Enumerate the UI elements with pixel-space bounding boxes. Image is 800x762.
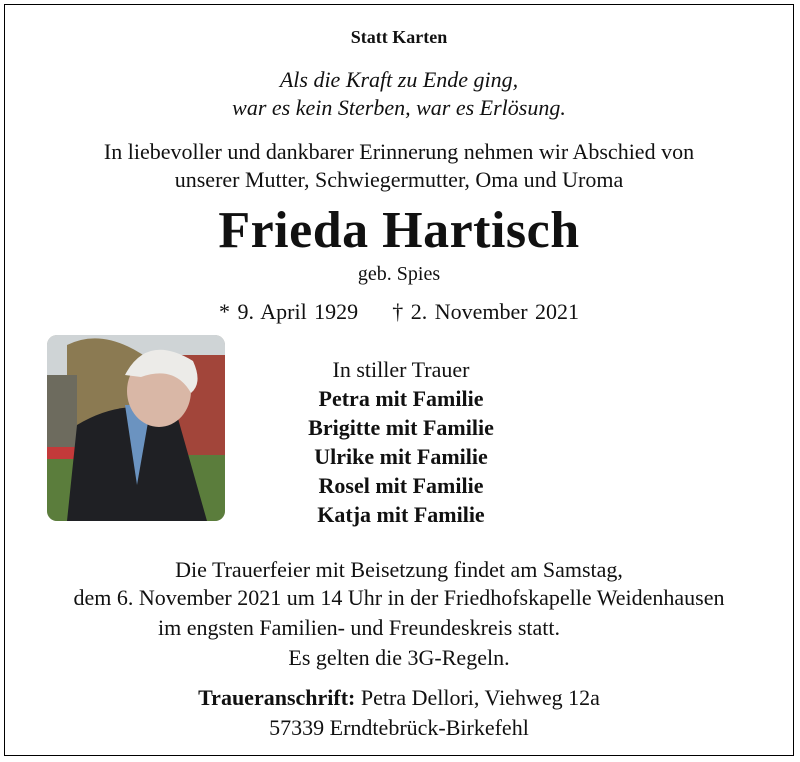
obituary-notice: [4, 4, 794, 756]
mourner-family: Brigitte mit Familie: [308, 415, 494, 440]
funeral-line-2: dem 6. November 2021 um 14 Uhr in der Friedhofskapelle Weidenhausen: [73, 585, 725, 610]
mourners-list: [251, 355, 551, 529]
funeral-line-4: Es gelten die 3G-Regeln.: [288, 645, 510, 670]
motto-line-1: Als die Kraft zu Ende ging,: [279, 67, 519, 92]
mourner-family: Ulrike mit Familie: [314, 444, 488, 469]
address-label: Traueranschrift:: [198, 685, 356, 710]
death-date: † 2. November 2021: [392, 299, 580, 324]
funeral-line-3: im engsten Familien- und Freundeskreis statt.: [157, 615, 561, 640]
deceased-name: Frieda Hartisch: [218, 202, 580, 259]
mourners-lead: In stiller Trauer: [332, 357, 470, 382]
funeral-line-1: Die Trauerfeier mit Beisetzung findet am Samstag,: [175, 557, 623, 582]
mourner-family: Petra mit Familie: [318, 386, 484, 411]
portrait-photo: [47, 335, 225, 521]
birth-name: geb. Spies: [357, 263, 441, 285]
motto-line-2: war es kein Sterben, war es Erlösung.: [232, 95, 566, 120]
mourner-family: Rosel mit Familie: [318, 473, 484, 498]
birth-date: * 9. April 1929: [218, 299, 359, 324]
header-text: Statt Karten: [350, 27, 448, 47]
mourning-address-line-2: 57339 Erndtebrück-Birkefehl: [269, 715, 529, 740]
mourner-family: Katja mit Familie: [317, 502, 485, 527]
address-street: Petra Dellori, Viehweg 12a: [360, 685, 600, 710]
mourning-address-line-1: [5, 685, 793, 711]
intro-line-1: In liebevoller und dankbarer Erinnerung nehmen wir Abschied von: [103, 139, 695, 164]
life-dates: [5, 299, 793, 325]
intro-line-2: unserer Mutter, Schwiegermutter, Oma und Uroma: [174, 167, 624, 192]
